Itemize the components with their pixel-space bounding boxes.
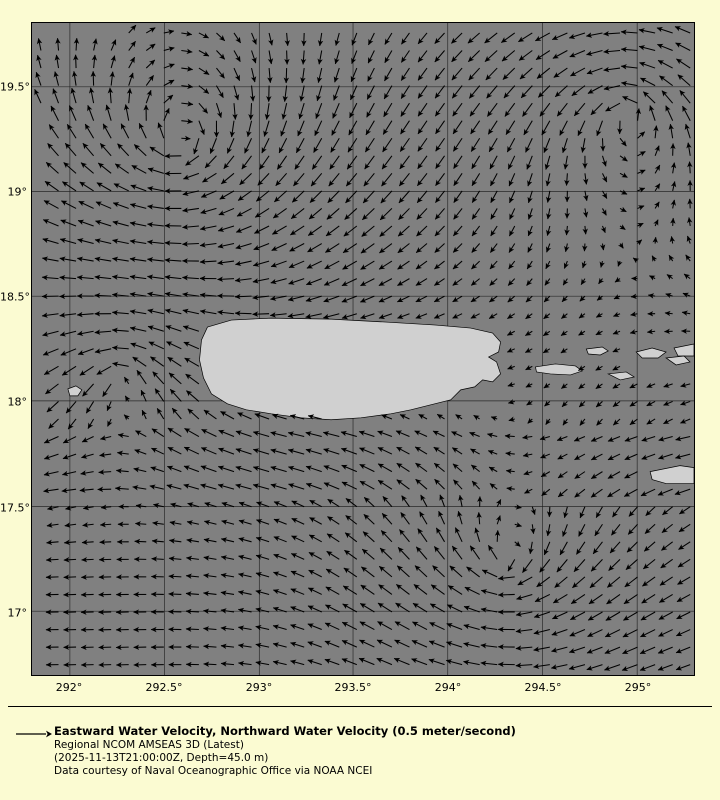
map-canvas[interactable] <box>31 22 695 676</box>
legend-panel <box>0 706 720 800</box>
y-tick-17-5: 17.5° <box>0 501 30 515</box>
y-tick-18-5: 18.5° <box>0 290 30 304</box>
x-tick-292-5: 292.5° <box>145 681 183 694</box>
legend-text-block <box>54 724 704 778</box>
x-tick-294-5: 294.5° <box>524 681 562 694</box>
legend-credit-line: Data courtesy of Naval Oceanographic Office via NOAA NCEI <box>54 765 373 777</box>
x-tick-293-5: 293.5° <box>334 681 372 694</box>
x-tick-295: 295° <box>624 681 652 694</box>
x-tick-294: 294° <box>434 681 462 694</box>
y-tick-18: 18° <box>7 395 27 409</box>
y-tick-19-5: 19.5° <box>0 80 30 94</box>
legend-title: Eastward Water Velocity, Northward Water Velocity (0.5 meter/second) <box>54 724 516 738</box>
x-tick-293: 293° <box>245 681 273 694</box>
y-tick-17: 17° <box>7 606 27 620</box>
x-tick-292: 292° <box>55 681 83 694</box>
reference-vector-arrow-icon <box>16 728 52 740</box>
legend-time-depth-line: (2025-11-13T21:00:00Z, Depth=45.0 m) <box>54 752 269 764</box>
legend-model-line: Regional NCOM AMSEAS 3D (Latest) <box>54 739 244 751</box>
velocity-vector-field <box>32 23 694 675</box>
caption-divider <box>8 706 712 707</box>
y-tick-19: 19° <box>7 185 27 199</box>
